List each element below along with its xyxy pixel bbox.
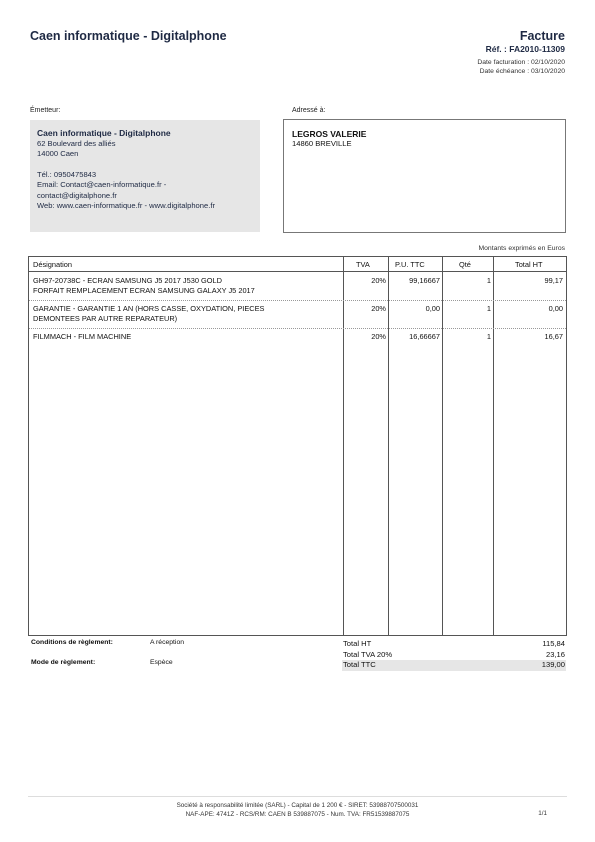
row-designation-line1: FILMMACH - FILM MACHINE <box>33 332 132 341</box>
column-divider <box>442 257 443 635</box>
total-ht-value: 115,84 <box>542 639 565 648</box>
document-title: Facture <box>519 29 565 43</box>
total-ht-row <box>342 639 566 650</box>
legal-footer <box>28 801 567 819</box>
row-designation-line1: GH97-20738C - ECRAN SAMSUNG J5 2017 J530 GOLD <box>33 276 222 285</box>
row-unit-price: 0,00 <box>425 304 440 313</box>
header-total: Total HT <box>515 260 543 269</box>
items-table <box>28 256 567 636</box>
column-divider <box>388 257 389 635</box>
payment-mode-value: Espèce <box>150 659 173 666</box>
row-total: 16,67 <box>544 332 563 341</box>
row-unit-price: 16,66667 <box>409 332 440 341</box>
total-ttc-label: Total TTC <box>343 660 376 669</box>
recipient-name: LEGROS VALERIE <box>292 129 367 139</box>
total-tva-label: Total TVA 20% <box>343 649 393 659</box>
emitter-box <box>30 120 260 232</box>
footer-line2: NAF-APE: 4741Z - RCS/RM: CAEN B 539887075 - Num. TVA: FR51539887075 <box>185 811 410 818</box>
row-unit-price: 99,16667 <box>409 276 440 285</box>
invoice-reference: Réf. : FA2010-11309 <box>485 44 565 54</box>
row-quantity: 1 <box>486 332 491 341</box>
row-total: 99,17 <box>544 276 563 285</box>
row-tva: 20% <box>371 276 386 285</box>
payment-mode-label: Mode de règlement: <box>31 659 96 666</box>
payment-terms-label: Conditions de règlement: <box>31 639 113 646</box>
recipient-box <box>283 119 566 233</box>
total-ttc-value: 139,00 <box>541 660 565 669</box>
header-designation: Désignation <box>33 260 73 269</box>
row-quantity: 1 <box>486 304 491 313</box>
emitter-email-line1: Email: Contact@caen-informatique.fr - <box>37 180 167 189</box>
emitter-email-line2: contact@digitalphone.fr <box>37 190 117 200</box>
row-designation <box>33 276 343 295</box>
emitter-name: Caen informatique - Digitalphone <box>37 128 171 138</box>
recipient-label: Adressé à: <box>292 107 326 114</box>
currency-note: Montants exprimés en Euros <box>478 245 565 252</box>
recipient-address: 14860 BREVILLE <box>292 139 352 148</box>
total-ttc-row <box>342 660 566 671</box>
footer-divider <box>28 796 567 797</box>
header-tva: TVA <box>356 260 370 269</box>
footer-line1: Société à responsabilité limitée (SARL) - Capital de 1 200 € - SIRET: 53988707500031 <box>176 802 419 809</box>
row-designation <box>33 304 343 323</box>
emitter-address-line2: 14000 Caen <box>37 149 79 158</box>
emitter-label: Émetteur: <box>30 107 61 114</box>
total-tva-value: 23,16 <box>545 649 565 659</box>
column-divider <box>493 257 494 635</box>
totals-block <box>342 639 566 671</box>
header-qty: Qté <box>459 260 471 269</box>
column-divider <box>343 257 344 635</box>
row-total: 0,00 <box>548 304 563 313</box>
header-pu: P.U. TTC <box>395 260 425 269</box>
row-quantity: 1 <box>486 276 491 285</box>
row-designation-line1: GARANTIE - GARANTIE 1 AN (HORS CASSE, OXYDATION, PIECES <box>33 304 265 313</box>
table-header <box>29 257 566 272</box>
due-date: Date échéance : 03/10/2020 <box>479 68 565 75</box>
total-ht-label: Total HT <box>343 639 372 648</box>
total-tva-row <box>342 650 566 661</box>
page-number: 1/1 <box>538 810 547 817</box>
emitter-address-line1: 62 Boulevard des alliés <box>37 138 116 148</box>
row-tva: 20% <box>371 304 386 313</box>
invoice-date: Date facturation : 02/10/2020 <box>477 59 565 66</box>
payment-terms-value: A réception <box>150 639 185 646</box>
invoice-dates <box>477 58 565 76</box>
row-separator <box>29 300 566 301</box>
row-designation-line2: DEMONTEES PAR AUTRE REPARATEUR) <box>33 313 178 323</box>
company-name: Caen informatique - Digitalphone <box>30 29 227 43</box>
row-tva: 20% <box>371 332 386 341</box>
emitter-web: Web: www.caen-informatique.fr - www.digitalphone.fr <box>37 201 215 210</box>
row-designation-line2: FORFAIT REMPLACEMENT ECRAN SAMSUNG GALAXY J5 2017 <box>33 285 255 295</box>
row-separator <box>29 328 566 329</box>
emitter-phone: Tél.: 0950475843 <box>37 169 97 179</box>
row-designation <box>33 332 343 342</box>
